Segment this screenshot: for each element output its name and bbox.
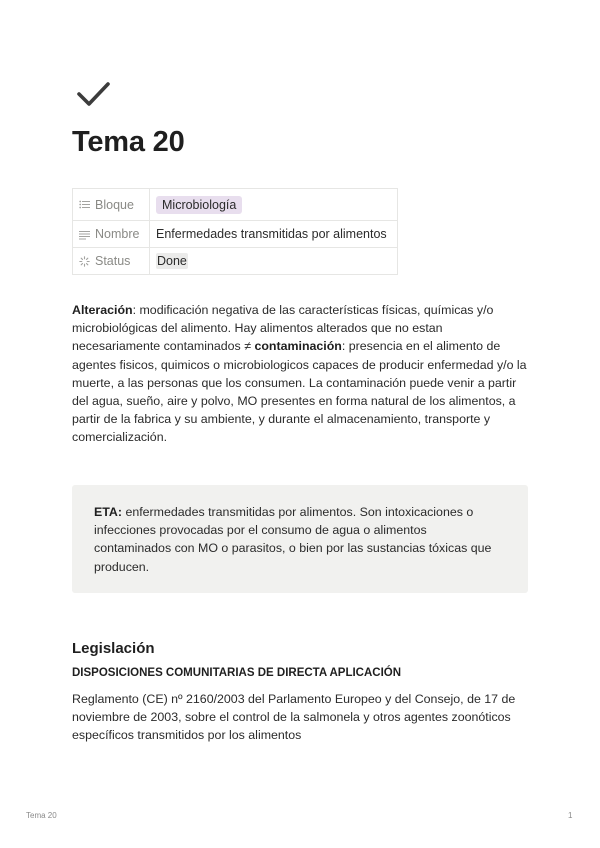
term-alteracion: Alteración	[72, 303, 133, 317]
status-value[interactable]: Done	[157, 254, 187, 268]
term-eta: ETA:	[94, 505, 122, 519]
callout-text: ETA: enfermedades transmitidas por alimentos. Son intoxicaciones o infecciones provocadas por el consumo de agua o alimentos contaminados con MO o parasitos, o bien por las sustancias tóxicas que producen.	[94, 505, 492, 574]
property-key: Bloque	[95, 197, 134, 212]
properties-table	[72, 188, 398, 275]
checkmark-icon	[76, 80, 112, 110]
footer-title: Tema 20	[26, 811, 57, 820]
page-title: Tema 20	[72, 126, 185, 158]
legislation-heading: Legislación	[72, 640, 155, 657]
property-row-bloque[interactable]	[73, 189, 398, 221]
status-spinner-icon	[79, 256, 90, 267]
bloque-tag[interactable]: Microbiología	[156, 196, 242, 214]
page-number: 1	[568, 811, 573, 820]
text-lines-icon	[79, 229, 90, 240]
nombre-value[interactable]: Enfermedades transmitidas por alimentos	[150, 221, 398, 248]
property-row-status[interactable]	[73, 248, 398, 275]
term-contaminacion: contaminación	[254, 339, 342, 354]
property-key: Nombre	[95, 227, 140, 241]
regulation-paragraph: Reglamento (CE) nº 2160/2003 del Parlamento Europeo y del Consejo, de 17 de noviembre de 2003, sobre el control de la salmonela y otros agentes zoonóticos específicos transmitidos por los alimentos	[72, 692, 516, 743]
property-row-nombre[interactable]	[73, 221, 398, 248]
list-icon	[79, 199, 90, 210]
property-key: Status	[95, 254, 131, 268]
eta-callout	[72, 485, 528, 593]
legislation-subheading: DISPOSICIONES COMUNITARIAS DE DIRECTA APLICACIÓN	[72, 667, 402, 679]
intro-paragraph: Alteración: modificación negativa de las características físicas, químicas y/o microbiológicas del alimento. Hay alimentos alterados que no estan necesariamente contaminados ≠ contaminación: presencia en el alimento de agentes fisicos, quimicos o microbiologicos capaces de producir enfermedad y/o la muerte, a las personas que los consumen. La contaminación puede venir a partir del agua, sueño, aire y polvo, MO presentes en forma natural de los alimentos, a partir de la fabrica y su ambiente, y durante el almacenamiento, transporte y comercialización.	[72, 303, 527, 445]
